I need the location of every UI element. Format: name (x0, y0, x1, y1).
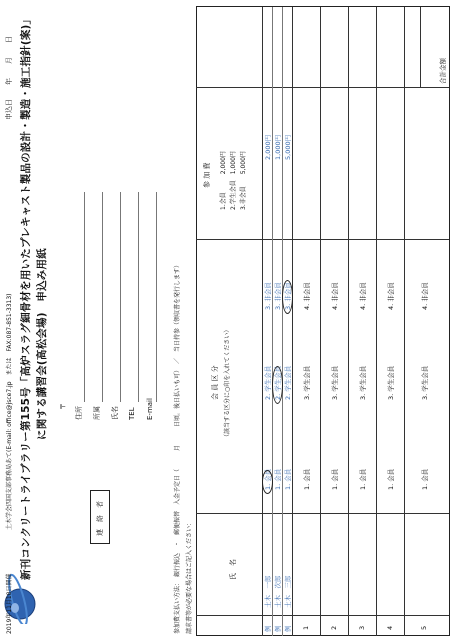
example-row-2-opt1: 1. 会員 (274, 468, 282, 490)
row-5-opt1[interactable]: 1. 会員 (421, 468, 429, 490)
row-1-opt3[interactable]: 4. 非会員 (303, 282, 311, 310)
fee-nonmember: 3.非会員 5,000円 (240, 151, 247, 210)
example-row-3-no: 例 (284, 625, 292, 632)
row-2-opt2[interactable]: 3. 学生会員 (331, 365, 339, 400)
example-row-1-circle (262, 470, 273, 494)
row-5-opt3[interactable]: 4. 非会員 (421, 282, 429, 310)
form-title-line1: 新刊コンクリートライブラリー第155号「高炉スラグ細骨材を用いたプレキャスト製品の設計・製造・施工指針(案)」 (20, 13, 32, 580)
example-row-2-opt2: 2. 学生会員 (274, 365, 282, 400)
contact-label: 連 絡 者 (96, 501, 104, 536)
example-row-2-circle (272, 366, 283, 404)
email-line[interactable] (156, 192, 157, 402)
participant-table (196, 6, 450, 636)
row-1-no: 1 (302, 625, 310, 630)
invoice-note: 請求書等が必要な場合はご記入ください： (186, 519, 193, 634)
name-line[interactable] (120, 192, 121, 402)
example-row-1-opt2: 2. 学生会員 (264, 365, 272, 400)
example-row-3-opt1: 1. 会員 (284, 468, 292, 490)
example-row-1-no: 例 (264, 625, 272, 632)
row-3-opt3[interactable]: 4. 非会員 (359, 282, 367, 310)
affiliation-line[interactable] (102, 192, 103, 402)
row-3-opt1[interactable]: 1. 会員 (359, 468, 367, 490)
example-row-3-circle (282, 280, 293, 314)
contact-field-tel: TEL (128, 407, 136, 420)
row-1-opt1[interactable]: 1. 会員 (303, 468, 311, 490)
row-4-opt2[interactable]: 3. 学生会員 (387, 365, 395, 400)
contact-field-name: 氏名 (111, 406, 119, 420)
row-4-opt1[interactable]: 1. 会員 (387, 468, 395, 490)
tel-line[interactable] (138, 192, 139, 402)
fee-member: 1.会員 2,000円 (220, 151, 227, 210)
row-3-no: 3 (358, 625, 366, 630)
example-row-2-fee: 1,000円 (274, 134, 282, 160)
example-row-1-fee: 2,000円 (264, 134, 272, 160)
row-5-opt2[interactable]: 3. 学生会員 (421, 365, 429, 400)
row-2-opt3[interactable]: 4. 非会員 (331, 282, 339, 310)
col-fee-header: 参 加 費 (203, 162, 211, 188)
form-title-line2: に関する講習会(高松会場) 申込み用紙 (36, 248, 48, 440)
example-row-2-opt3: 3. 非会員 (274, 282, 282, 310)
col-member-header: 会 員 区 分 (211, 365, 219, 400)
example-row-1-name: 土木 一郎 (264, 575, 272, 608)
example-row-3-name: 土木 三郎 (284, 575, 292, 608)
example-row-3-opt3: 3. 非会員 (284, 282, 292, 310)
submission-address: 土木学会四国支部事務局あて(E-mail: office@jsce7.jp または FAX:087-851-3313) (6, 293, 13, 530)
example-row-3-fee: 5,000円 (284, 134, 292, 160)
row-1-opt2[interactable]: 3. 学生会員 (303, 365, 311, 400)
fee-student: 2.学生会員 1,000円 (230, 151, 237, 210)
apply-date-label: 申込日 年 月 日 (5, 36, 13, 120)
event-date: 2019年11月18日開催 (6, 573, 13, 634)
row-4-no: 4 (386, 625, 394, 630)
row-5-no: 5 (420, 625, 428, 630)
contact-field-email: E-mail (146, 398, 154, 420)
example-row-1-opt3: 3. 非会員 (264, 282, 272, 310)
example-row-2-no: 例 (274, 625, 282, 632)
example-row-1-opt1: 1. 会員 (264, 468, 272, 490)
contact-field-affiliation: 所属 (93, 406, 101, 420)
contact-field-address: 住所 (75, 406, 83, 420)
example-row-3-opt2: 2. 学生会員 (284, 365, 292, 400)
row-4-opt3[interactable]: 4. 非会員 (387, 282, 395, 310)
col-member-subheader: （該当する区分に○印を入れてください） (224, 326, 231, 440)
address-line[interactable] (84, 192, 85, 402)
row-2-no: 2 (330, 625, 338, 630)
col-name-header: 氏 名 (229, 559, 237, 580)
postal-mark: 〒 (59, 403, 67, 410)
payment-method: 参加費支払い方法： 銀行振込 ・ 郵便振替 入金予定日（ 月 日頃。後日払いも可） ／ 当日持参（領収書を発行します） (174, 261, 181, 634)
example-row-2-name: 土木 次郎 (274, 575, 282, 608)
row-2-opt1[interactable]: 1. 会員 (331, 468, 339, 490)
row-3-opt2[interactable]: 3. 学生会員 (359, 365, 367, 400)
total-amount-label: 合計金額 (439, 58, 447, 84)
